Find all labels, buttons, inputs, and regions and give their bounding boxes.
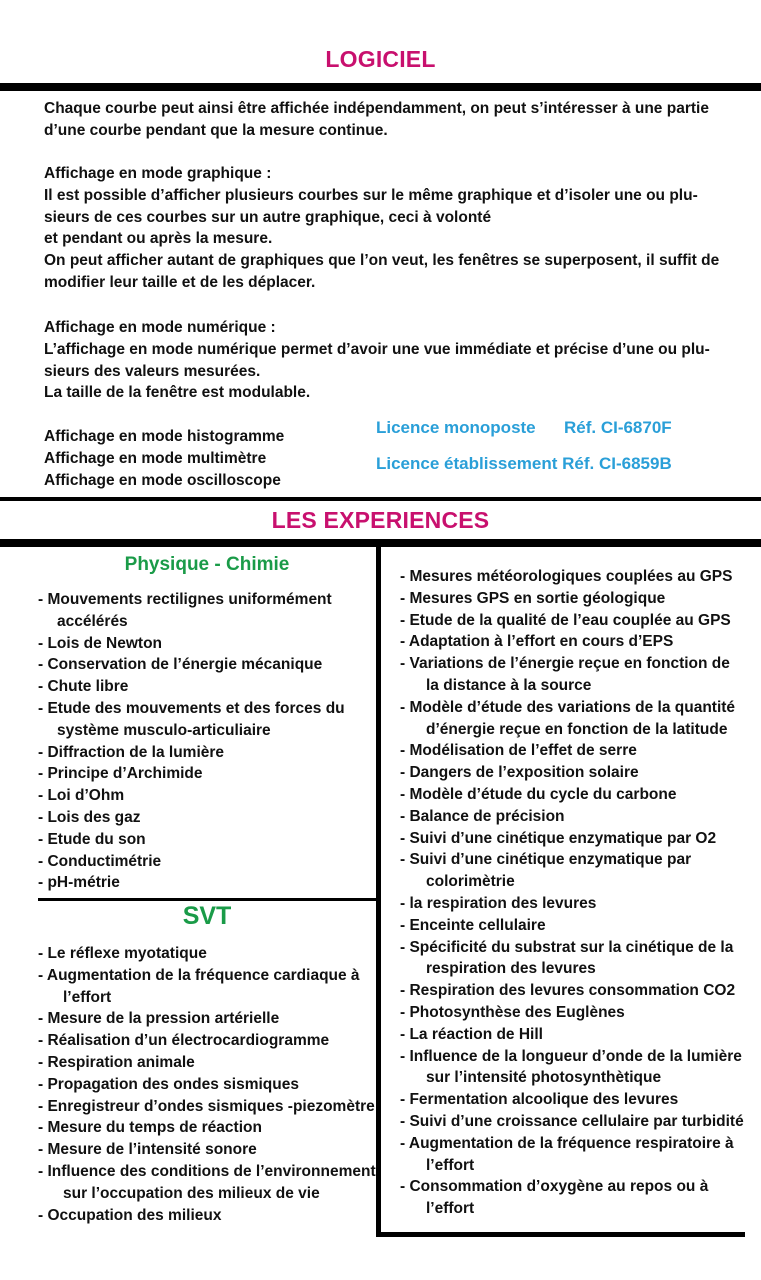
experience-item-text: - Balance de précision — [400, 807, 565, 825]
svt-item-text: - Mesure de la pression artérielle — [38, 1010, 280, 1028]
physique-item — [38, 829, 345, 851]
graphique-paragraph — [44, 163, 719, 294]
column-divider — [376, 547, 381, 1237]
experience-item-continuation: colorimètrie — [426, 873, 515, 891]
physique-item-continuation: accélérés — [57, 612, 128, 630]
experience-item-continuation: d’énergie reçue en fonction de la latitude — [426, 720, 728, 738]
experience-item-text: - Adaptation à l’effort en cours d’EPS — [400, 633, 674, 651]
experience-item-text: - Suivi d’une croissance cellulaire par turbidité — [400, 1112, 744, 1130]
numerique-line: La taille de la fenêtre est modulable. — [44, 384, 311, 402]
experience-item — [400, 1176, 744, 1220]
experience-item — [400, 806, 744, 828]
svt-item — [38, 1052, 376, 1074]
graphique-line: Il est possible d’afficher plusieurs courbes sur le même graphique et d’isoler une ou plu- — [44, 186, 698, 204]
right-column-bottom-rule — [376, 1232, 745, 1237]
experience-item-continuation: l’effort — [426, 1156, 475, 1174]
experiences-top-rule — [0, 539, 761, 547]
svt-item-text: - Respiration animale — [38, 1053, 195, 1071]
physique-item-text: - Loi d’Ohm — [38, 787, 125, 805]
licence-monoposte-text: Licence monoposte Réf. CI-6870F — [376, 418, 672, 437]
experience-item — [400, 740, 744, 762]
physique-item-text: - Chute libre — [38, 678, 129, 696]
licence-etablissement: Licence établissement Réf. CI-6859B — [376, 454, 672, 473]
physique-item-text: - Lois des gaz — [38, 808, 141, 826]
experience-item — [400, 762, 744, 784]
experience-item — [400, 566, 744, 588]
numerique-paragraph — [44, 317, 710, 404]
experience-item-text: - Mesures GPS en sortie géologique — [400, 589, 666, 607]
experience-item-text: - Dangers de l’exposition solaire — [400, 764, 639, 782]
physique-item — [38, 807, 345, 829]
svt-item — [38, 1117, 376, 1139]
experience-item-text: - Spécificité du substrat sur la cinétique de la — [400, 938, 734, 956]
physique-item-text: - Conductimétrie — [38, 852, 162, 870]
svt-item-text: - Propagation des ondes sismiques — [38, 1075, 299, 1093]
experience-item-text: - Photosynthèse des Euglènes — [400, 1003, 625, 1021]
experience-item-continuation: sur l’intensité photosynthètique — [426, 1069, 662, 1087]
experience-item — [400, 1133, 744, 1177]
svt-item-text: - Mesure du temps de réaction — [38, 1119, 262, 1137]
experience-item — [400, 915, 744, 937]
physique-item-text: - Mouvements rectilignes uniformément — [38, 591, 332, 608]
physique-item — [38, 654, 345, 676]
experience-item-text: - Fermentation alcoolique des levures — [400, 1091, 679, 1109]
experience-item-continuation: l’effort — [426, 1200, 475, 1218]
experience-item-text: - Etude de la qualité de l’eau couplée au GPS — [400, 611, 731, 629]
svt-item-continuation: l’effort — [63, 988, 112, 1006]
experience-item — [400, 893, 744, 915]
physique-item-text: - Etude du son — [38, 830, 146, 848]
numerique-line: sieurs des valeurs mesurées. — [44, 362, 261, 380]
modes-list — [44, 426, 284, 491]
experience-item-text: - Suivi d’une cinétique enzymatique par O2 — [400, 829, 717, 847]
physique-item — [38, 785, 345, 807]
experience-item — [400, 980, 744, 1002]
experience-item — [400, 631, 744, 653]
physique-item — [38, 851, 345, 873]
experiences-right-list — [400, 566, 744, 1220]
experience-item — [400, 697, 744, 741]
experience-item — [400, 1002, 744, 1024]
logiciel-top-rule — [0, 83, 761, 91]
svt-item — [38, 1008, 376, 1030]
physique-item-text: - Lois de Newton — [38, 634, 162, 652]
physique-item — [38, 589, 345, 633]
svt-item — [38, 1205, 376, 1227]
experience-item-text: - Consommation d’oxygène au repos ou à — [400, 1178, 709, 1196]
svt-item-text: - Mesure de l’intensité sonore — [38, 1141, 257, 1159]
svt-item-text: - Réalisation d’un électrocardiogramme — [38, 1032, 330, 1050]
graphique-line: et pendant ou après la mesure. — [44, 230, 273, 248]
intro-paragraph — [44, 98, 709, 142]
svt-item — [38, 943, 376, 965]
experience-item-text: - la respiration des levures — [400, 894, 597, 912]
physique-item-text: - Conservation de l’énergie mécanique — [38, 656, 323, 674]
experience-item-text: - Influence de la longueur d’onde de la lumière — [400, 1047, 742, 1065]
experience-item — [400, 828, 744, 850]
experience-item — [400, 1111, 744, 1133]
graphique-line: modifier leur taille et de les déplacer. — [44, 273, 316, 291]
svt-heading: SVT — [182, 902, 232, 930]
experience-item-text: - Modèle d’étude du cycle du carbone — [400, 785, 677, 803]
experience-item-text: - La réaction de Hill — [400, 1025, 543, 1043]
svt-divider — [38, 898, 378, 901]
experience-item-text: - Augmentation de la fréquence respiratoire à — [400, 1134, 734, 1152]
experience-item-text: - Enceinte cellulaire — [400, 916, 546, 934]
physique-item-text: - Diffraction de la lumière — [38, 743, 225, 761]
svt-item-text: - Occupation des milieux — [38, 1206, 222, 1224]
physique-item — [38, 698, 345, 742]
logiciel-title: LOGICIEL — [325, 46, 436, 72]
physique-item-text: - Etude des mouvements et des forces du — [38, 699, 345, 717]
svt-item-text: - Augmentation de la fréquence cardiaque à — [38, 966, 360, 984]
graphique-line: On peut afficher autant de graphiques que l’on veut, les fenêtres se superposent, il suffit de — [44, 252, 720, 270]
experience-item — [400, 653, 744, 697]
experience-item-continuation: la distance à la source — [426, 676, 592, 694]
svt-item — [38, 1096, 376, 1118]
experience-item — [400, 1046, 744, 1090]
physique-item — [38, 676, 345, 698]
physique-item — [38, 633, 345, 655]
licence-monoposte — [376, 418, 672, 438]
svt-item — [38, 1074, 376, 1096]
mode-oscilloscope: Affichage en mode oscilloscope — [44, 471, 281, 489]
experience-item-text: - Mesures météorologiques couplées au GPS — [400, 568, 733, 585]
numerique-line: L’affichage en mode numérique permet d’avoir une vue immédiate et précise d’une ou plu- — [44, 340, 710, 358]
physique-item-text: - Principe d’Archimide — [38, 765, 203, 783]
experience-item-text: - Respiration des levures consommation CO2 — [400, 982, 736, 1000]
physique-chimie-list — [38, 589, 345, 894]
svt-item — [38, 1030, 376, 1052]
svt-item — [38, 965, 376, 1009]
experience-item — [400, 937, 744, 981]
svt-item-text: - Enregistreur d’ondes sismiques -piezomètre — [38, 1097, 375, 1115]
svt-item — [38, 1161, 376, 1205]
physique-item-text: - pH-métrie — [38, 874, 120, 892]
physique-item — [38, 763, 345, 785]
experience-item-text: - Suivi d’une cinétique enzymatique par — [400, 851, 692, 869]
physique-item — [38, 872, 345, 894]
experience-item — [400, 1024, 744, 1046]
experience-item — [400, 610, 744, 632]
experiences-title: LES EXPERIENCES — [271, 507, 490, 533]
experience-item — [400, 588, 744, 610]
physique-item-continuation: système musculo-articuliaire — [57, 721, 271, 739]
numerique-heading: Affichage en mode numérique : — [44, 319, 276, 336]
mode-multimetre: Affichage en mode multimètre — [44, 449, 267, 467]
physique-chimie-heading: Physique - Chimie — [124, 554, 290, 575]
svt-item-continuation: sur l’occupation des milieux de vie — [63, 1184, 320, 1202]
graphique-line: sieurs de ces courbes sur un autre graphique, ceci à volonté — [44, 208, 492, 226]
experience-item-continuation: respiration des levures — [426, 960, 596, 978]
svt-item — [38, 1139, 376, 1161]
experience-item-text: - Variations de l’énergie reçue en fonction de — [400, 655, 730, 673]
svt-item-text: - Le réflexe myotatique — [38, 945, 207, 962]
intro-line: d’une courbe pendant que la mesure continue. — [44, 121, 388, 139]
mode-histogramme: Affichage en mode histogramme — [44, 428, 285, 445]
experience-item — [400, 1089, 744, 1111]
logiciel-bottom-rule — [0, 497, 761, 501]
experience-item-text: - Modélisation de l’effet de serre — [400, 742, 637, 760]
svt-list — [38, 943, 376, 1226]
graphique-heading: Affichage en mode graphique : — [44, 165, 272, 182]
intro-line: Chaque courbe peut ainsi être affichée indépendamment, on peut s’intéresser à une partie — [44, 100, 709, 117]
experience-item — [400, 784, 744, 806]
experience-item — [400, 849, 744, 893]
physique-item — [38, 742, 345, 764]
svt-item-text: - Influence des conditions de l’environnement — [38, 1162, 376, 1180]
experience-item-text: - Modèle d’étude des variations de la quantité — [400, 698, 736, 716]
